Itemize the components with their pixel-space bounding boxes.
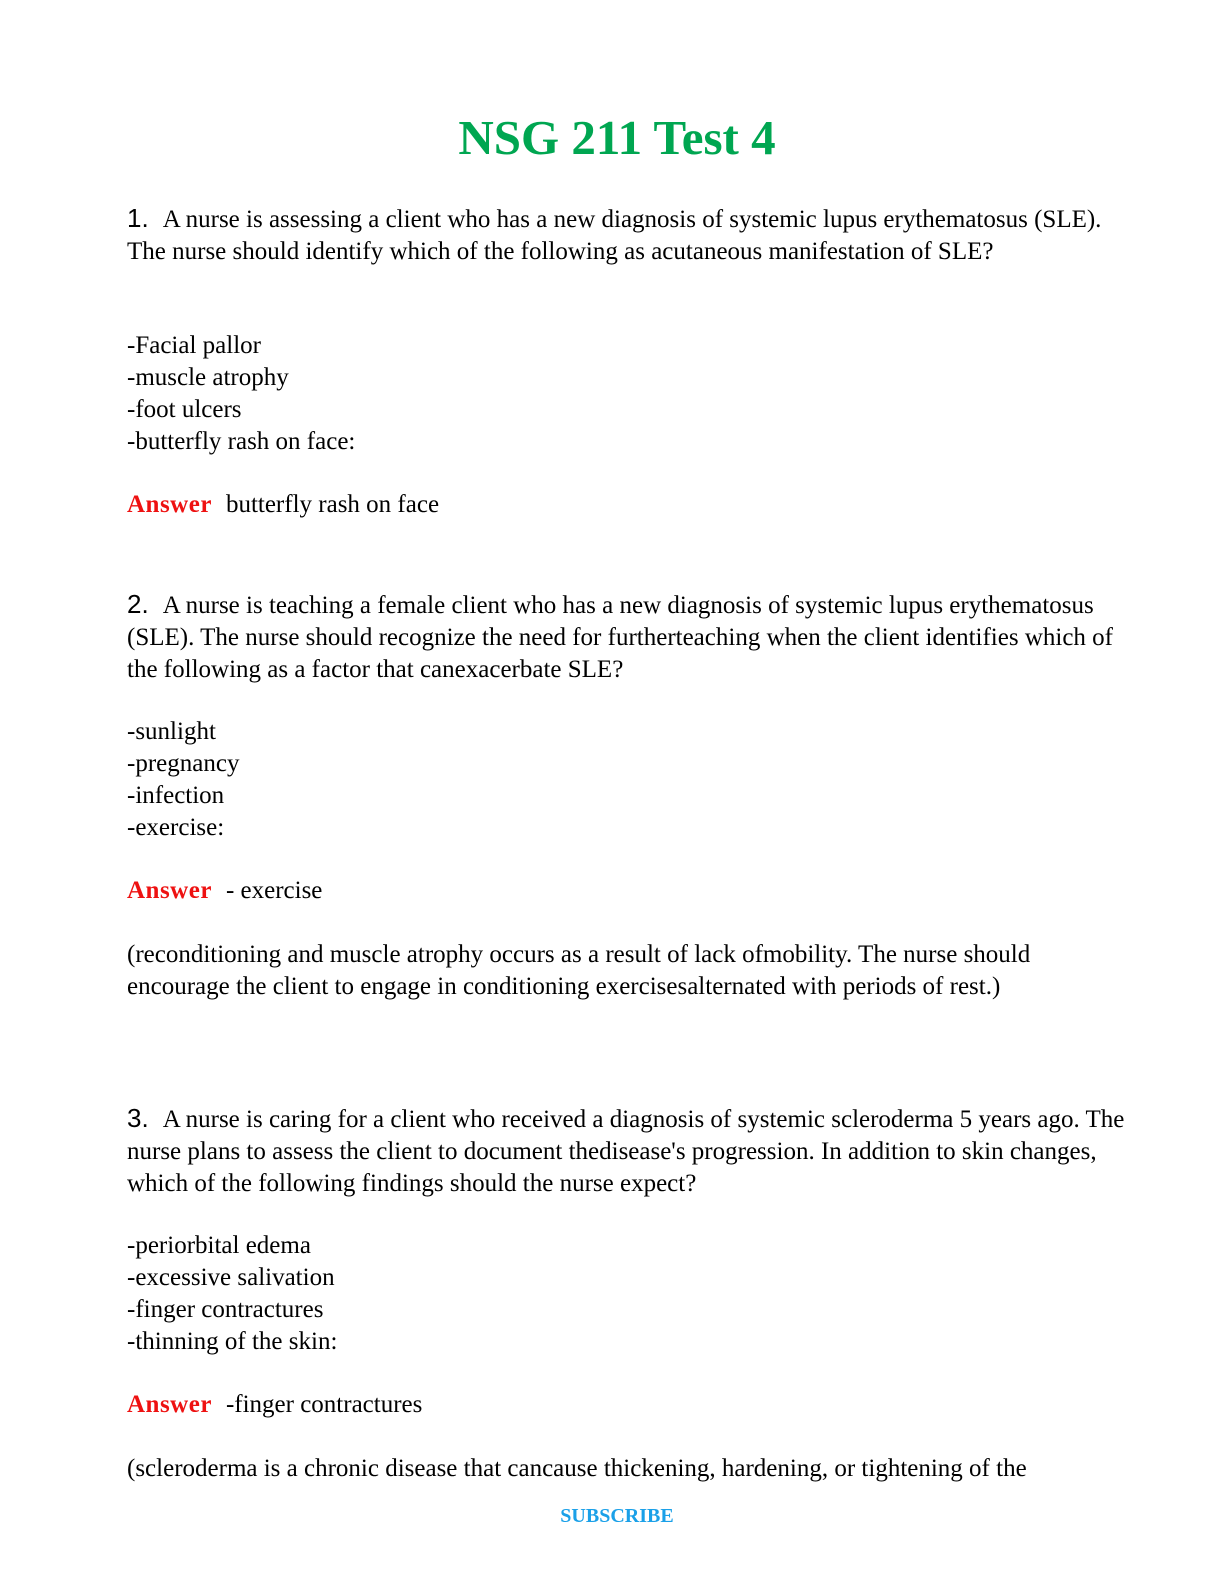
question-1-answer [127,489,1127,521]
answer-text: butterfly rash on face [225,491,440,518]
question-3-answer [127,1389,1127,1421]
question-number: 2. [127,589,149,619]
question-number: 1. [127,203,149,233]
question-number: 3. [127,1103,149,1133]
question-1-stem-block [127,202,1127,268]
question-2-options [127,716,1127,844]
page-title: NSG 211 Test 4 [458,110,776,165]
question-1-options [127,330,1127,458]
answer-label: Answer [127,1391,212,1418]
answer-label: Answer [127,877,212,904]
option-item: -butterfly rash on face: [127,428,356,455]
question-3-options [127,1230,1127,1358]
answer-text: - exercise [225,877,323,904]
option-item: -Facial pallor [127,332,261,359]
option-item: -foot ulcers [127,396,242,423]
option-item: -finger contractures [127,1296,324,1323]
option-item: -infection [127,782,225,809]
question-3-stem-block [127,1102,1127,1200]
question-2-stem-block [127,588,1127,686]
option-item: -thinning of the skin: [127,1328,338,1355]
answer-label: Answer [127,491,212,518]
question-2-rationale: (reconditioning and muscle atrophy occurs as a result of lack ofmobility. The nurse should encourage the client to engage in conditioning exercisesalternated with periods of rest.) [127,941,1031,1000]
option-item: -periorbital edema [127,1232,311,1259]
option-item: -exercise: [127,814,225,841]
question-stem: A nurse is caring for a client who received a diagnosis of systemic scleroderma 5 years ago. The nurse plans to assess the client to document thedisease's progression. In addition to skin changes, which of the following findings should the nurse expect? [127,1106,1125,1197]
question-2-answer [127,875,1127,907]
option-item: -muscle atrophy [127,364,289,391]
option-item: -pregnancy [127,750,240,777]
subscribe-link[interactable]: SUBSCRIBE [560,1505,674,1527]
option-item: -sunlight [127,718,216,745]
question-stem: A nurse is assessing a client who has a new diagnosis of systemic lupus erythematosus (SLE). The nurse should identify which of the following as acutaneous manifestation of SLE? [127,206,1102,265]
question-stem: A nurse is teaching a female client who has a new diagnosis of systemic lupus erythematosus (SLE). The nurse should recognize the need for furtherteaching when the client identifies which of the following as a factor that canexacerbate SLE? [127,592,1113,683]
answer-text: -finger contractures [225,1391,423,1418]
option-item: -excessive salivation [127,1264,335,1291]
question-3-rationale: (scleroderma is a chronic disease that cancause thickening, hardening, or tightening of the [127,1455,1027,1482]
